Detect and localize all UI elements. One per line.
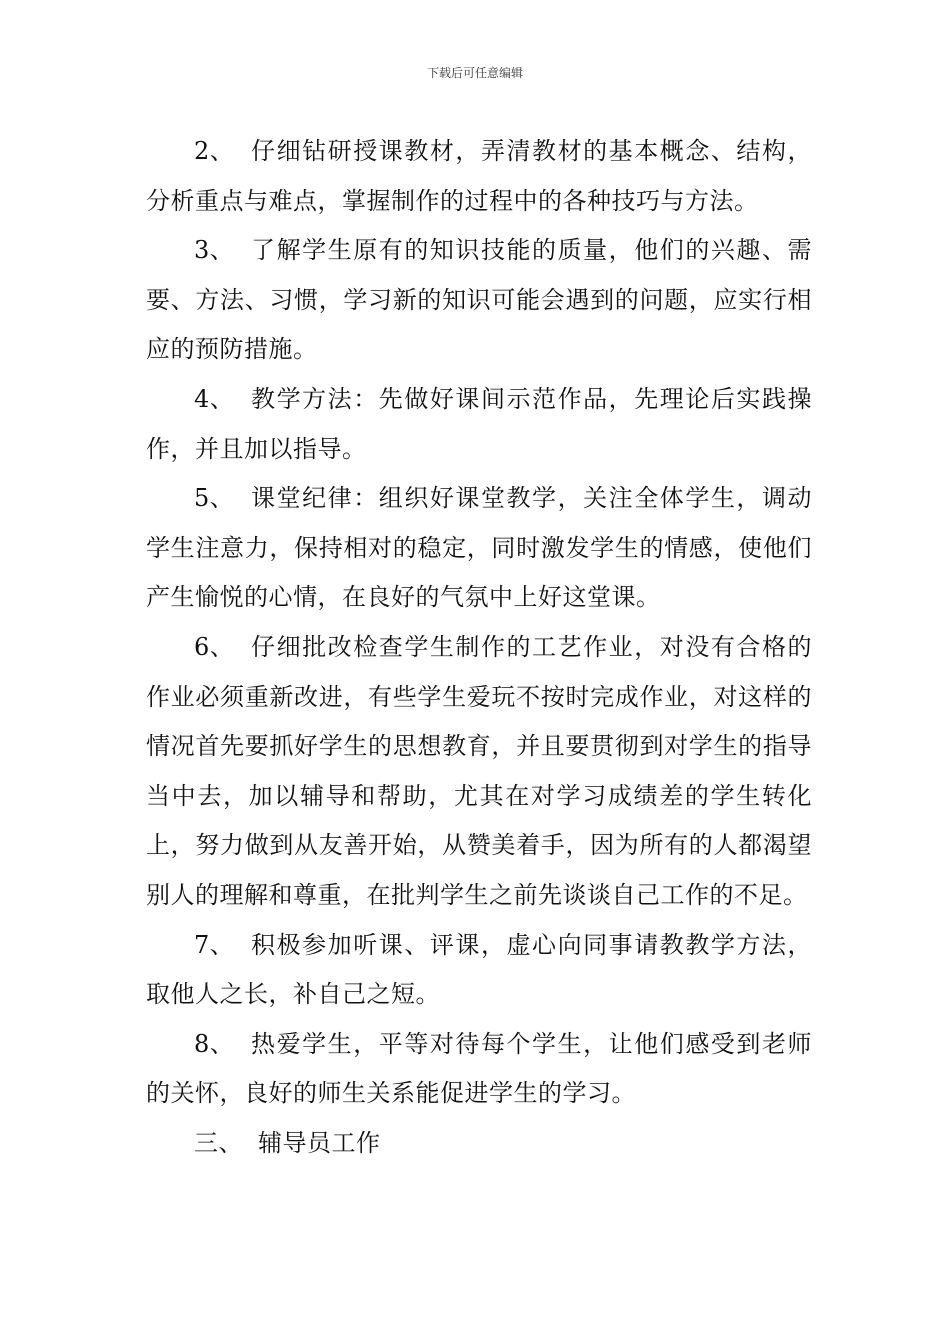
list-item — [146, 1020, 812, 1119]
item-text: 热爱学生，平等对待每个学生，让他们感受到老师的关怀，良好的师生关系能促进学生的学习。 — [146, 1029, 812, 1108]
item-number: 4、 — [194, 384, 235, 413]
list-item — [146, 921, 812, 1020]
item-number: 2、 — [194, 137, 235, 165]
item-text: 积极参加听课、评课，虚心向同事请教教学方法，取他人之长，补自己之短。 — [146, 930, 812, 1009]
item-number: 5、 — [194, 484, 235, 513]
item-number: 3、 — [194, 236, 235, 265]
item-text: 课堂纪律：组织好课堂教学，关注全体学生，调动学生注意力，保持相对的稳定，同时激发学生的情感，使他们产生愉悦的心情，在良好的气氛中上好这堂课。 — [146, 484, 812, 612]
list-item — [146, 226, 812, 375]
item-text: 仔细钻研授课教材，弄清教材的基本概念、结构，分析重点与难点，掌握制作的过程中的各种技巧与方法。 — [146, 137, 812, 215]
list-item — [146, 474, 812, 623]
section-title: 辅导员工作 — [258, 1128, 381, 1157]
page-header: 下载后可任意编辑 — [426, 66, 523, 80]
list-item — [146, 127, 812, 226]
list-item — [146, 375, 812, 474]
item-number: 6、 — [194, 632, 235, 661]
section-number: 三、 — [194, 1128, 243, 1157]
item-number: 8、 — [194, 1029, 235, 1058]
item-text: 仔细批改检查学生制作的工艺作业，对没有合格的作业必须重新改进，有些学生爱玩不按时完成作业，对这样的情况首先要抓好学生的思想教育，并且要贯彻到对学生的指导当中去，加以辅导和帮助，尤其在对学习成绩差的学生转化上，努力做到从友善开始，从赞美着手，因为所有的人都渴望别人的理解和尊重，在批判学生之前先谈谈自己工作的不足。 — [146, 632, 812, 909]
item-text: 了解学生原有的知识技能的质量，他们的兴趣、需要、方法、习惯，学习新的知识可能会遇到的问题，应实行相应的预防措施。 — [146, 236, 812, 364]
document-body — [146, 127, 812, 1168]
item-number: 7、 — [194, 930, 235, 959]
section-heading — [146, 1119, 812, 1169]
item-text: 教学方法：先做好课间示范作品，先理论后实践操作，并且加以指导。 — [146, 384, 812, 463]
list-item — [146, 623, 812, 921]
